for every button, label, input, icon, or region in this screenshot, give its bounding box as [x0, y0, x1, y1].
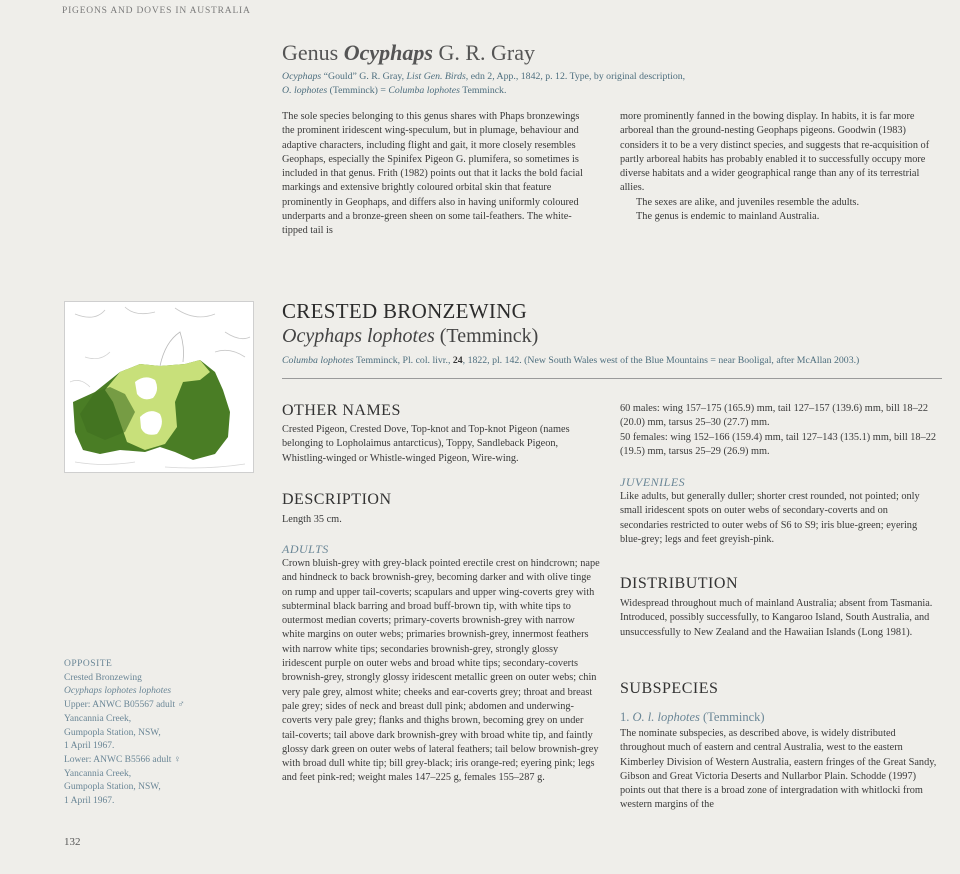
caption-line: 1 April 1967. [64, 796, 115, 807]
genus-intro-col1 [282, 110, 592, 239]
caption-line: Yancannia Creek, [64, 768, 132, 779]
subspecies-item-title [620, 710, 765, 725]
cite-text: edn 2, App., 1842, p. 12. Type, by original description, [470, 71, 686, 82]
caption-line: Upper: ANWC B05567 adult ♂ [64, 700, 185, 711]
cite-text: Temminck, Pl. col. livr., [355, 355, 451, 366]
genus-name: Ocyphaps [343, 40, 433, 65]
cite-genus: Ocyphaps [282, 71, 322, 82]
cite-volume: 24 [452, 355, 463, 366]
other-names-text: Crested Pigeon, Crested Dove, Top-knot and Top-knot Pigeon (names belonging to Lopholaimus antarcticus), Toppy, Sandleback Pigeon, Whistling-winged or Whistle-winged Pigeon, Wire-wing. [282, 424, 570, 464]
description-length: Length 35 cm. [282, 514, 342, 525]
divider-rule [282, 378, 942, 379]
cite-text: Temminck. [462, 85, 507, 96]
cite-text: , 1822, pl. 142. (New South Wales west of the Blue Mountains = near Booligal, after McAllan 2003.) [462, 355, 860, 366]
distribution-heading: DISTRIBUTION [620, 575, 738, 592]
caption-line: Gumpopla Station, NSW, [64, 727, 161, 738]
subspecies-name: O. l. lophotes [632, 710, 700, 724]
genus-author: G. R. Gray [438, 40, 535, 65]
scientific-binomial: Ocyphaps lophotes [282, 325, 435, 347]
paragraph: more prominently fanned in the bowing display. In habits, it is far more arboreal than the ground-nesting Geophaps pigeons. Goodwin (1983) considers it to be a very distinct species, and suggests that re-acquisition of partly arboreal habits has probably enabled it to successfully occupy more diverse habitats and a wider geographical range than any of its terrestrial allies. [620, 111, 930, 194]
measurements-males: 60 males: wing 157–175 (165.9) mm, tail 127–157 (139.6) mm, bill 18–22 (20.0) mm, tarsus 25–30 (27.7) mm. [620, 403, 929, 429]
subspecies-author: (Temminck) [702, 710, 765, 724]
adults-subheading: ADULTS [282, 542, 329, 556]
caption-title: OPPOSITE [64, 659, 113, 669]
genus-title [282, 40, 535, 66]
scientific-author: (Temminck) [439, 325, 539, 347]
cite-type-species: O. lophotes [282, 85, 328, 96]
paragraph: The sexes are alike, and juveniles resemble the adults. [636, 196, 860, 208]
cite-synonym: Columba lophotes [388, 85, 460, 96]
species-common-name: CRESTED BRONZEWING [282, 299, 528, 323]
genus-citation [282, 70, 802, 98]
caption-line: Yancannia Creek, [64, 713, 132, 724]
cite-synonym: Columba lophotes [282, 355, 354, 366]
distribution-map [64, 301, 254, 473]
measurements-females: 50 females: wing 152–166 (159.4) mm, tail 127–143 (135.1) mm, bill 18–22 (19.5) mm, tarsus 25–29 (26.9) mm. [620, 432, 937, 458]
plate-caption [64, 658, 244, 809]
genus-intro-col2 [620, 110, 935, 224]
subspecies-text: The nominate subspecies, as described above, is widely distributed throughout much of eastern and central Australia, west to the eastern Kimberley Division of Western Australia, eastern fringes of the Great Sandy, Gibson and Great Victoria Deserts and Nullarbor Plain. Schodde (1997) points out that there is a broad zone of intergradation with whitlocki from western margins of the [620, 728, 937, 811]
species-citation [282, 355, 960, 366]
genus-prefix: Genus [282, 40, 339, 65]
adults-text: Crown bluish-grey with grey-black pointed erectile crest on hindcrown; nape and hindneck to back brownish-grey, becoming darker and with olive tinge on rump and upper tail-coverts; scapulars and upper wing-coverts grey with subterminal black barring and broad buff-brown tip, with white tips to outermost median coverts; primary-coverts brownish-grey with narrow white margins on outer webs; primaries brownish-grey, innermost feathers with narrow white tips; secondaries brownish-grey, strongly glossy iridescent purple on outer webs and broad white tips; secondary-coverts brownish-grey, strongly glossy iridescent metallic green on outer webs; chin very pale grey, almost white; cheeks and ear-coverts grey; throat and breast pale grey; sides of neck and breast dull pink; abdomen and underwing-coverts very pale grey; flanks and thighs brown, becoming grey on under tail-coverts; tail above dark brownish-grey with broad white tip, and faintly glossy dark green on outer webs of lateral feathers; tail below brownish-grey with broad dull white tip; bill grey-black; iris orange-red; eyering pink; legs and feet pink-red; weight males 147–225 g, females 155–287 g. [282, 558, 600, 784]
page-number: 132 [64, 836, 81, 848]
paragraph: The sole species belonging to this genus shares with Phaps bronzewings the prominent iridescent wing-speculum, but in plumage, behaviour and adaptive characters, including flight and gait, it more closely resembles Geophaps, especially the Spinifex Pigeon G. plumifera, so sometimes is included in that genus. Frith (1982) points out that it lacks the bold facial markings and extensive brightly coloured orbital skin that feature prominently in Geophaps, and differs also in having uniformly coloured underparts and a bronze-green sheen on some tail-feathers. The white-tipped tail is [282, 111, 583, 237]
caption-line: Ocyphaps lophotes lophotes [64, 686, 172, 697]
paragraph: The genus is endemic to mainland Australia. [636, 211, 820, 223]
juveniles-text: Like adults, but generally duller; shorter crest rounded, not pointed; only small iridescent spots on outer webs of secondary-coverts and on secondaries restricted to outer webs of S6 to S9; iris blue-green; eyering blue-grey; legs and feet greyish-pink. [620, 491, 920, 545]
cite-text: (Temminck) = [329, 85, 386, 96]
species-scientific-name [282, 325, 538, 348]
subspecies-number: 1. [620, 710, 630, 724]
running-head: PIGEONS AND DOVES IN AUSTRALIA [62, 6, 251, 16]
subspecies-heading: SUBSPECIES [620, 680, 719, 697]
other-names-heading: OTHER NAMES [282, 402, 401, 419]
range-gap [140, 411, 162, 435]
caption-line: Gumpopla Station, NSW, [64, 782, 161, 793]
caption-line: Crested Bronzewing [64, 672, 142, 683]
juveniles-subheading: JUVENILES [620, 475, 686, 489]
caption-line: Lower: ANWC B5566 adult ♀ [64, 754, 181, 765]
distribution-text: Widespread throughout much of mainland Australia; absent from Tasmania. Introduced, possibly successfully, to Kangaroo Island, South Australia, and unsuccessfully to New Zealand and the Hawaiian Islands (Long 1981). [620, 598, 933, 638]
australia-map-svg [65, 302, 253, 472]
description-heading: DESCRIPTION [282, 491, 392, 508]
cite-work: List Gen. Birds, [406, 71, 469, 82]
cite-text: “Gould” G. R. Gray, [323, 71, 405, 82]
caption-line: 1 April 1967. [64, 741, 115, 752]
